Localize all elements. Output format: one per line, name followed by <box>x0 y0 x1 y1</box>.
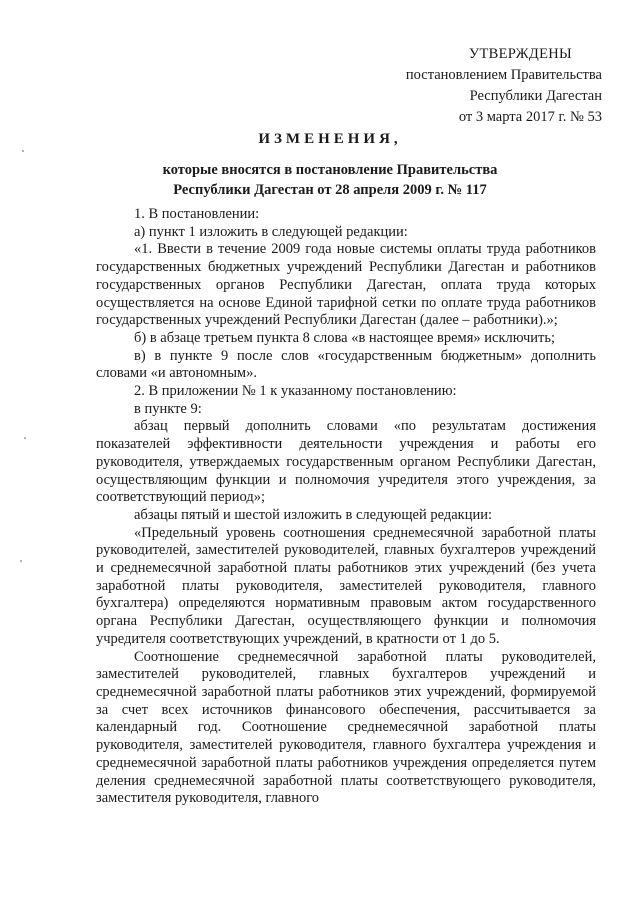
paragraph: 2. В приложении № 1 к указанному постановлению: <box>134 383 457 400</box>
document-heading <box>90 128 570 200</box>
paragraph: в) в пункте 9 после слов «государственным бюджетным» дополнить словами «и автономным». <box>96 347 596 382</box>
heading-subtitle-line: Республики Дагестан от 28 апреля 2009 г. № 117 <box>173 182 487 198</box>
paragraph: абзацы пятый и шестой изложить в следующей редакции: <box>134 506 493 523</box>
paragraph: б) в абзаце третьем пункта 8 слова «в настоящее время» исключить; <box>134 329 556 346</box>
scan-speck <box>22 150 24 152</box>
approval-title: УТВЕРЖДЕНЫ <box>468 46 572 62</box>
heading-title: ИЗМЕНЕНИЯ, <box>258 131 402 147</box>
paragraph: Соотношение среднемесячной заработной платы руководителей, заместителей руководителей, главных бухгалтеров учреждений и среднемесячной заработной платы работников этих учреждений, формируемой за счет всех источников финансового обеспечения, рассчитывается за календарный год. Соотношение среднемесячной заработной платы руководителя, заместителей руководителя, главного бухгалтера учреждения и среднемесячной заработной платы работников учреждения определяется путем деления среднемесячной заработной платы соответствующего руководителя, заместителя руководителя, главного <box>96 648 596 807</box>
paragraph: «1. Ввести в течение 2009 года новые системы оплаты труда работников государственных бюджетных учреждений Республики Дагестан и работников государственных органов Республики Дагестан, оплата труда которых осуществляется на основе Единой тарифной сетки по оплате труда работников государственных учреждений Республики Дагестан (далее – работники).»; <box>96 241 596 329</box>
heading-subtitle-line: которые вносятся в постановление Правительства <box>162 162 498 178</box>
approval-line: постановлением Правительства <box>405 67 602 83</box>
paragraph: абзац первый дополнить словами «по результатам достижения показателей эффективности деятельности учреждения и работы его руководителя, утверждаемых государственным органом Республики Дагестан, осуществляющим функции и полномочия учредителя этого учреждения, за соответствующий период»; <box>96 418 596 506</box>
scan-speck <box>24 437 26 439</box>
scan-speck <box>20 560 22 562</box>
approval-line: Республики Дагестан <box>469 88 602 104</box>
heading-subtitle <box>90 160 570 200</box>
approval-date: от 3 марта 2017 г. № 53 <box>458 109 602 125</box>
paragraph: 1. В постановлении: <box>134 206 260 222</box>
paragraph: а) пункт 1 изложить в следующей редакции: <box>134 223 408 240</box>
document-body <box>96 206 596 808</box>
approval-stamp <box>372 44 602 128</box>
paragraph: «Предельный уровень соотношения среднемесячной заработной платы руководителей, заместителей руководителей, главных бухгалтеров учреждений и среднемесячной заработной платы работников этих учреждений (без учета заработной платы руководителя, заместителей руководителя, главного бухгалтера) определяются нормативным правовым актом государственного органа Республики Дагестан, осуществляющего функции и полномочия учредителя соответствующих учреждений, в кратности от 1 до 5. <box>96 524 596 647</box>
paragraph: в пункте 9: <box>134 400 202 417</box>
